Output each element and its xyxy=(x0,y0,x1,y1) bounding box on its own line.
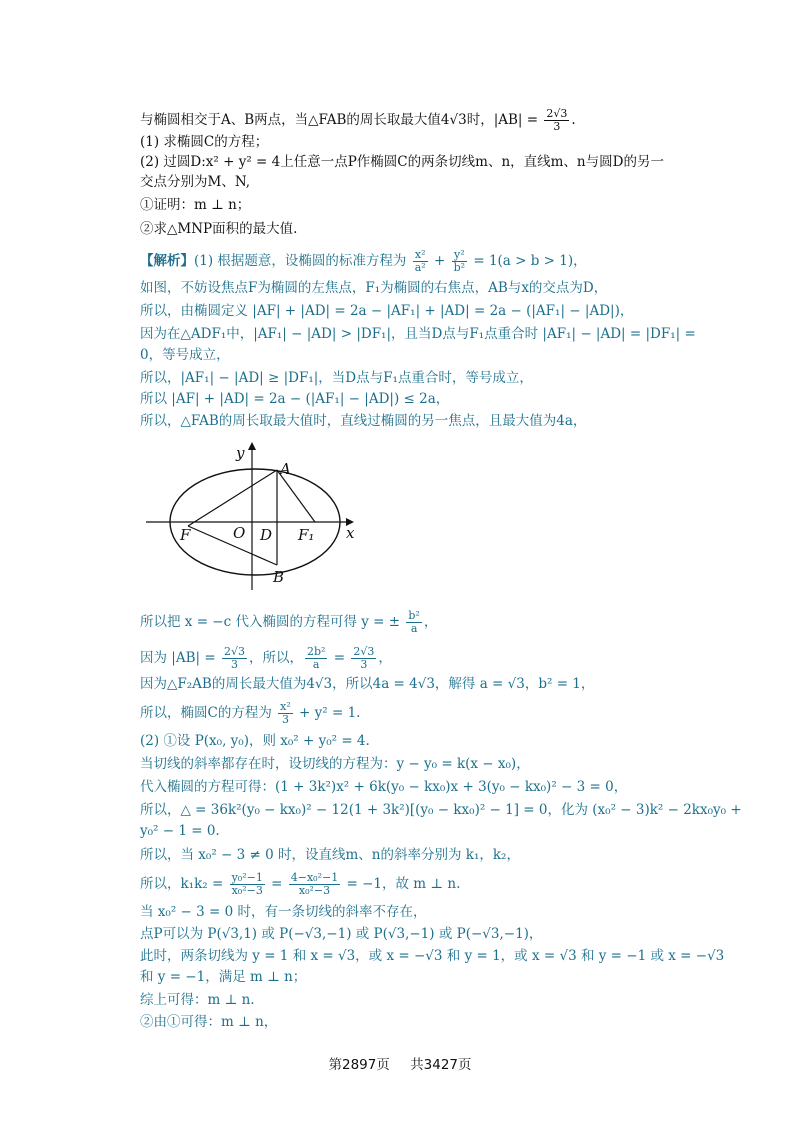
solution-line-19: 所以，k₁k₂ = $\frac{\text{y₀²−1}}{\text{x₀²−3}}$ = $\frac{\text{4−x₀²−1}}{\text{x₀²−3}}$ = −1，故 m ⊥ n. xyxy=(140,871,461,897)
solution-line-20: 当 x₀² − 3 = 0 时，有一条切线的斜率不存在， xyxy=(140,904,427,920)
solution-line-24: 综上可得：m ⊥ n. xyxy=(140,992,255,1008)
question-line-5: ①证明：m ⊥ n； xyxy=(140,197,251,213)
solution-line-1: 【解析】(1) 根据题意，设椭圆的标准方程为 $\frac{\text{x²}}{\text{a²}}$ + $\frac{\text{y²}}{\text{b²}}$ = 1(a > b > 1)， xyxy=(140,248,587,274)
question-line-4: 交点分别为M、N, xyxy=(140,174,251,190)
solution-line-5: 0，等号成立， xyxy=(140,347,230,363)
solution-line-9: 所以把 x = −c 代入椭圆的方程可得 y = ± $\frac{\text{b²}}{a}$ ， xyxy=(140,609,438,635)
solution-line-13: (2) ①设 P(x₀, y₀)，则 x₀² + y₀² = 4. xyxy=(140,733,370,749)
solution-line-7: 所以 |AF| + |AD| = 2a − (|AF₁| − |AD|) ≤ 2a， xyxy=(140,391,450,407)
solution-line-11: 因为△F₂AB的周长最大值为4√3，所以4a = 4√3，解得 a = √3，b² = 1， xyxy=(140,676,595,692)
label-F: F xyxy=(180,526,191,544)
solution-line-21: 点P可以为 P(√3,1) 或 P(−√3,−1) 或 P(√3,−1) 或 P(−√3,−1)， xyxy=(140,926,543,942)
segment-FA xyxy=(188,470,277,526)
question-line-1: 与椭圆相交于A、B两点，当△FAB的周长取最大值4√3时，|AB| = $\frac{2√3}{3}$ . xyxy=(140,107,576,133)
label-F1: F₁ xyxy=(298,526,315,544)
page-total: 共3427页 xyxy=(410,1057,472,1073)
solution-line-15: 代入椭圆的方程可得：(1 + 3k²)x² + 6k(y₀ − kx₀)x + 3(y₀ − kx₀)² − 3 = 0， xyxy=(140,779,628,795)
solution-line-8: 所以，△FAB的周长取最大值时，直线过椭圆的另一焦点，且最大值为4a， xyxy=(140,413,587,429)
question-line-2: (1) 求椭圆C的方程； xyxy=(140,134,269,150)
label-O: O xyxy=(233,524,246,542)
solution-line-22: 此时，两条切线为 y = 1 和 x = √3，或 x = −√3 和 y = 1，或 x = √3 和 y = −1 或 x = −√3 xyxy=(140,948,725,964)
page-footer xyxy=(0,1053,800,1073)
solution-line-4: 因为在△ADF₁中，|AF₁| − |AD| > |DF₁|，且当D点与F₁点重合时 |AF₁| − |AD| = |DF₁| = xyxy=(140,326,696,342)
solution-line-10: 因为 |AB| = $\frac{2√3}{3}$ ，所以， $\frac{\text{2b²}}{a}$ = $\frac{2√3}{3}$ ， xyxy=(140,645,392,671)
label-D: D xyxy=(260,526,273,544)
solution-line-3: 所以，由椭圆定义 |AF| + |AD| = 2a − |AF₁| + |AD| = 2a − (|AF₁| − |AD|)， xyxy=(140,303,634,319)
solution-line-17: y₀² − 1 = 0. xyxy=(140,823,220,839)
solution-line-16: 所以，△ = 36k²(y₀ − kx₀)² − 12(1 + 3k²)[(y₀ − kx₀)² − 1] = 0，化为 (x₀² − 3)k² − 2kx₀y₀ + xyxy=(140,802,742,818)
solution-line-6: 所以，|AF₁| − |AD| ≥ |DF₁|，当D点与F₁点重合时，等号成立， xyxy=(140,370,533,386)
solution-line-18: 所以，当 x₀² − 3 ≠ 0 时，设直线m、n的斜率分别为 k₁，k₂， xyxy=(140,847,520,863)
solution-line-25: ②由①可得：m ⊥ n， xyxy=(140,1014,278,1030)
ellipse-figure xyxy=(140,440,370,590)
question-line-3: (2) 过圆D:x² + y² = 4上任意一点P作椭圆C的两条切线m、n，直线m、n与圆D的另一 xyxy=(140,154,664,170)
solution-line-2: 如图，不妨设焦点F为椭圆的左焦点，F₁为椭圆的右焦点，AB与x的交点为D， xyxy=(140,280,608,296)
label-x: x xyxy=(346,524,355,542)
question-line-6: ②求△MNP面积的最大值. xyxy=(140,221,298,237)
label-B: B xyxy=(273,568,285,586)
label-A: A xyxy=(280,460,291,478)
y-axis-arrow xyxy=(248,442,256,450)
solution-line-12: 所以，椭圆C的方程为 $\frac{\text{x²}}{3}$ + y² = 1. xyxy=(140,700,361,726)
solution-line-14: 当切线的斜率都存在时，设切线的方程为：y − y₀ = k(x − x₀)， xyxy=(140,756,530,772)
label-y: y xyxy=(236,444,245,462)
page-number: 第2897页 xyxy=(328,1057,390,1073)
solution-tag: 【解析】 xyxy=(140,253,194,269)
solution-line-23: 和 y = −1，满足 m ⊥ n； xyxy=(140,969,307,985)
